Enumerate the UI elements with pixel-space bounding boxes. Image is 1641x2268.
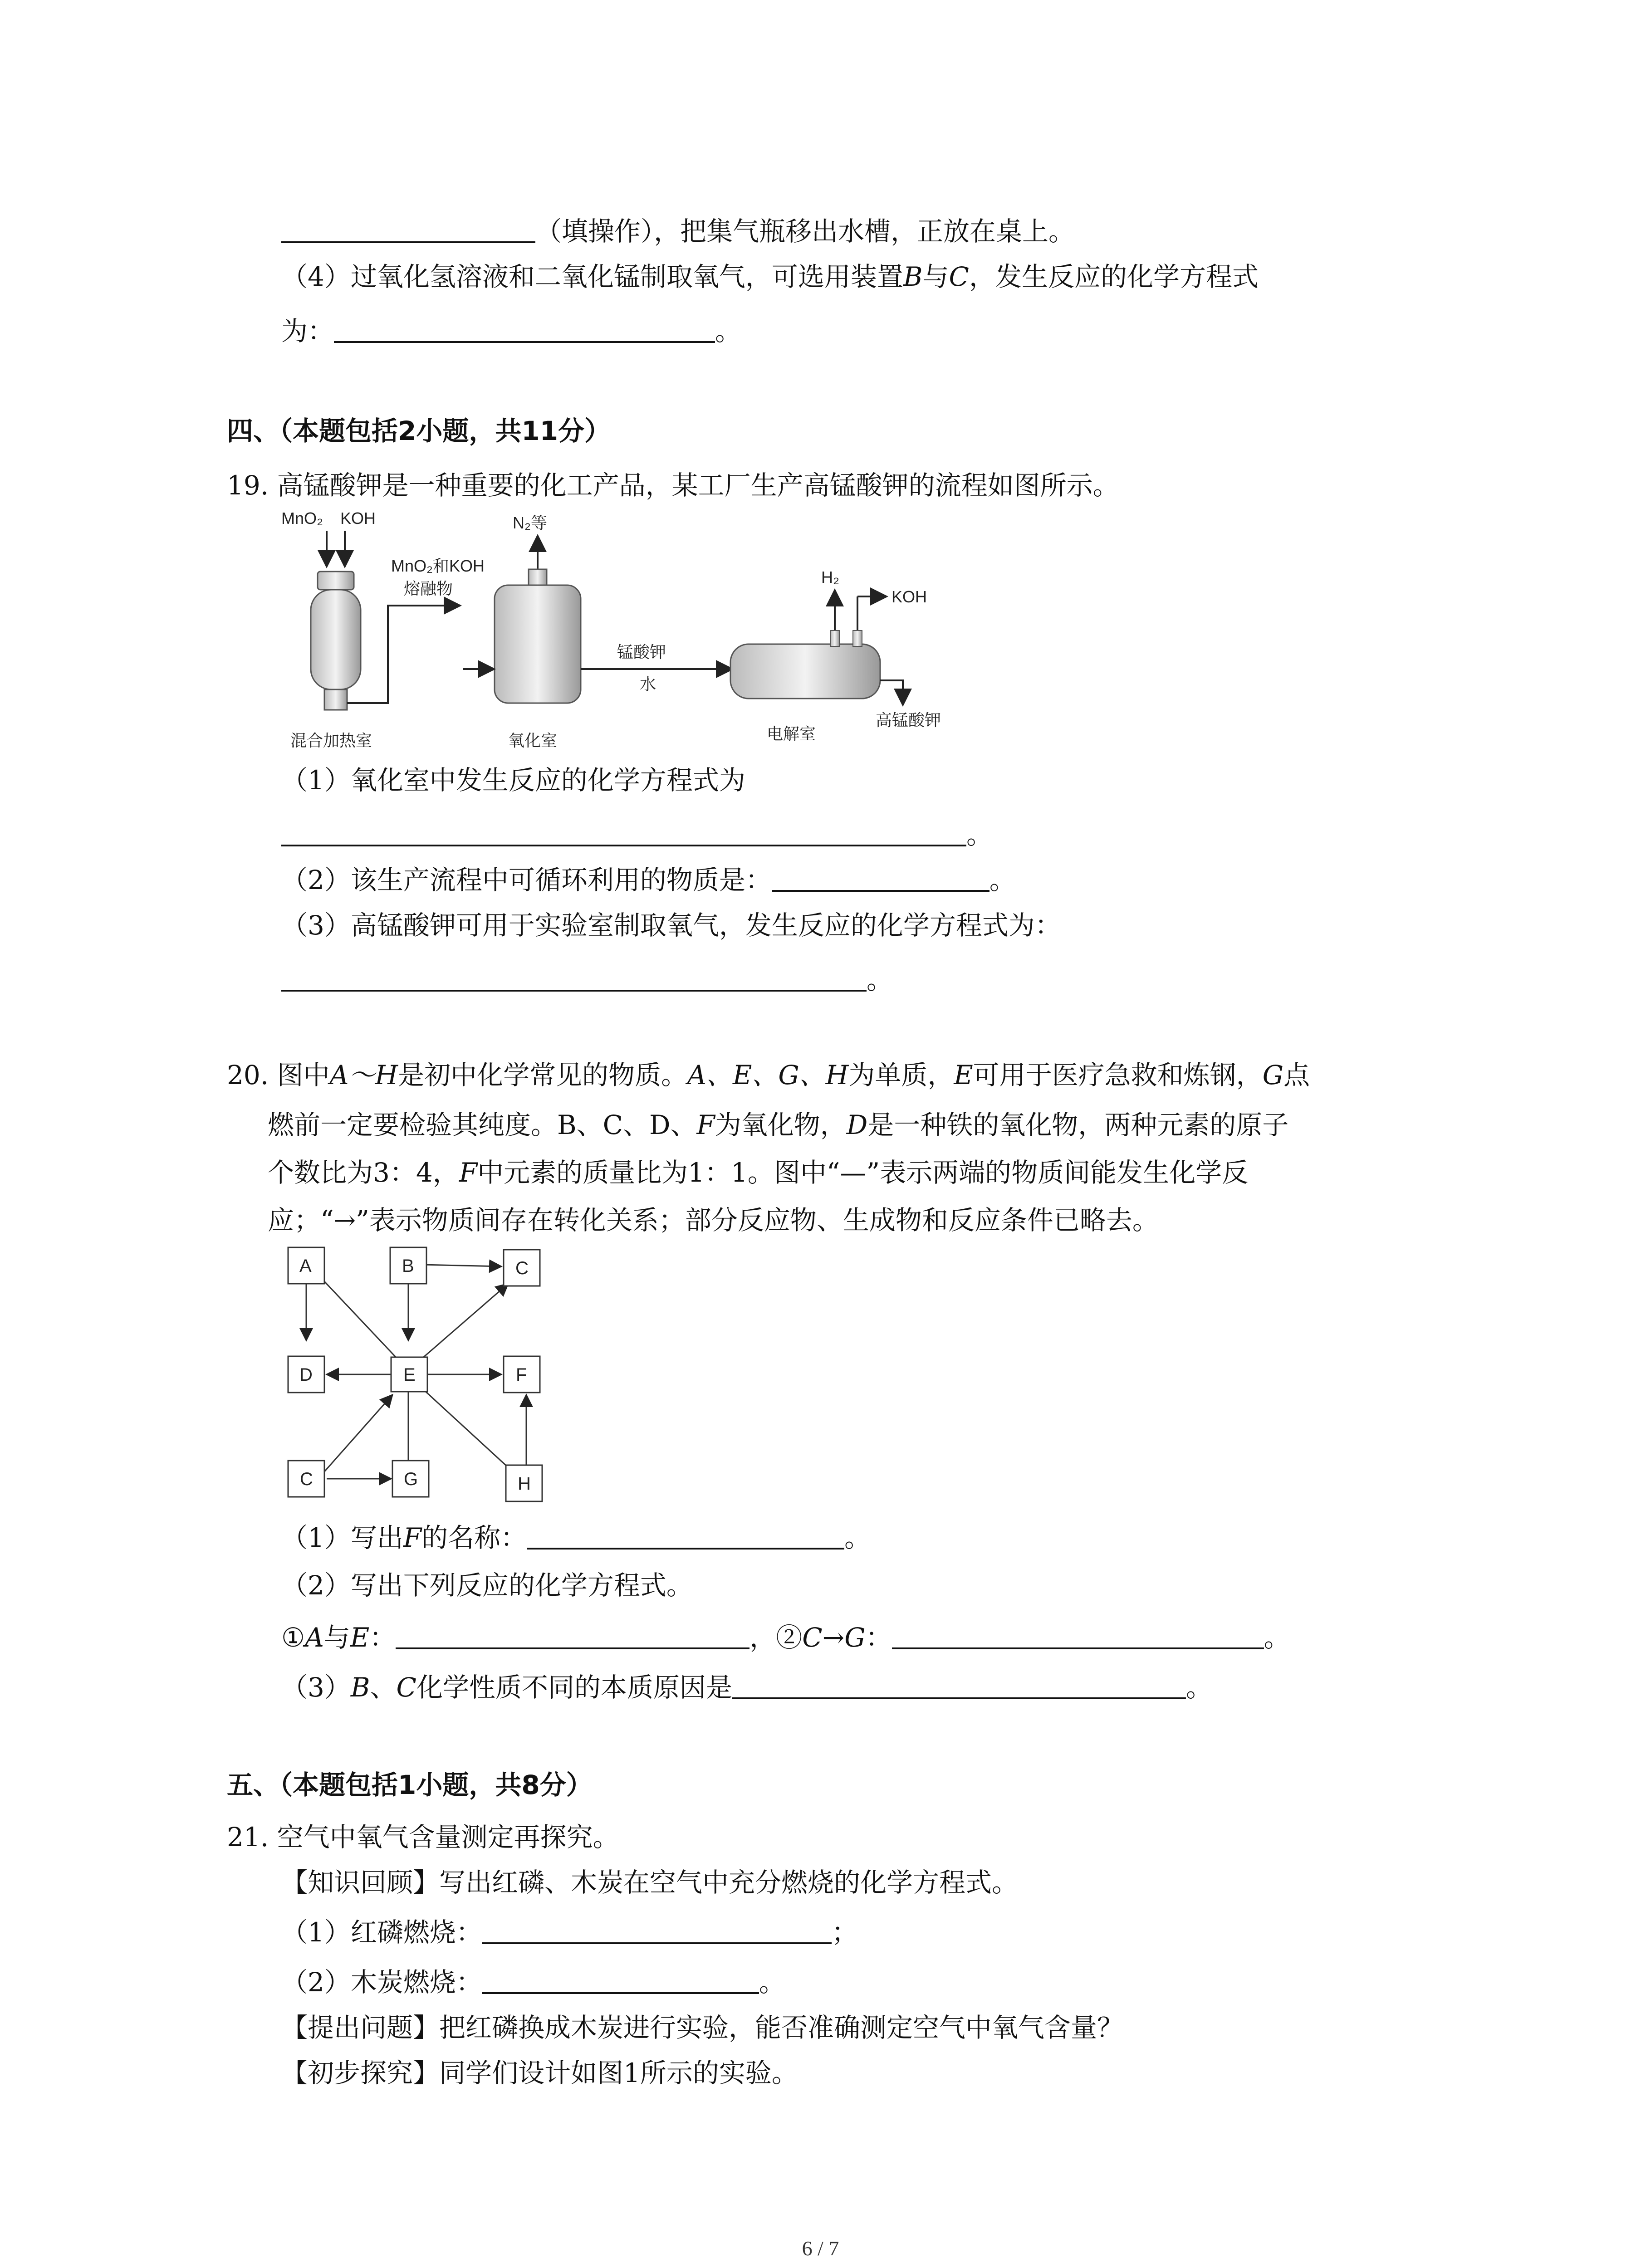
q19-part2: （2）该生产流程中可循环利用的物质是： 。 [281,862,1016,898]
node-c-top-label: C [515,1258,529,1278]
q21-r2: （2）木炭燃烧： 。 [281,1964,785,2000]
room3-label: 电解室 [767,724,816,743]
answer-blank[interactable] [482,1965,759,1994]
koh-label: KOH [340,509,376,528]
q20-part1: （1）写出F的名称： 。 [281,1520,871,1556]
q20-part3: （3）B、C化学性质不同的本质原因是 。 [281,1669,1212,1706]
electrolysis-room-icon [730,631,880,699]
answer-blank[interactable] [772,863,989,892]
h2-label: H₂ [821,568,839,587]
koh-out-label: KOH [892,587,927,606]
q21-review: 【知识回顾】写出红磷、木炭在空气中充分燃烧的化学方程式。 [281,1867,1019,1898]
mid-label-2: 水 [640,675,656,693]
answer-blank[interactable] [281,963,867,992]
room1-label: 混合加热室 [290,731,372,750]
mno2-label: MnO₂ [281,509,323,528]
q20-part2-items: ①A与E： ，②C→G： 。 [281,1619,1290,1656]
node-c-bottom-label: C [300,1469,313,1489]
answer-blank[interactable] [281,817,966,846]
node-b-label: B [402,1256,414,1276]
answer-blank[interactable] [281,214,535,243]
answer-blank[interactable] [334,314,715,343]
melt-label-1: MnO₂和KOH [391,557,485,575]
q21-r1: （1）红磷燃烧： ； [281,1914,858,1950]
mixing-heater-icon [311,572,361,710]
q19-flow-diagram [272,503,998,758]
q19-part1-answer: 。 [281,816,993,853]
node-a-label: A [299,1256,312,1276]
q19-part1: （1）氧化室中发生反应的化学方程式为 [281,765,745,796]
page-number: 6 / 7 [802,2237,839,2260]
melt-label-2: 熔融物 [404,579,453,598]
answer-blank[interactable] [482,1915,832,1944]
product-label: 高锰酸钾 [876,711,941,729]
q19-stem: 19. 高锰酸钾是一种重要的化工产品，某工厂生产高锰酸钾的流程如图所示。 [227,470,1119,501]
q18-part4-line1: （4）过氧化氢溶液和二氧化锰制取氧气，可选用装置B与C，发生反应的化学方程式 [281,261,1259,292]
q20-relation-diagram [272,1238,599,1520]
node-g-label: G [404,1469,418,1489]
q20-stem-line2: 燃前一定要检验其纯度。B、C、D、F为氧化物，D是一种铁的氧化物，两种元素的原子 [268,1110,1289,1140]
q19-part3: （3）高锰酸钾可用于实验室制取氧气，发生反应的化学方程式为： [281,910,1061,941]
oxidation-room-icon [495,569,581,703]
answer-blank[interactable] [732,1670,1186,1699]
n2-label: N₂等 [513,513,547,532]
answer-blank[interactable] [527,1520,844,1549]
q18-line-3: （填操作），把集气瓶移出水槽，正放在桌上。 [281,213,1075,249]
q20-stem-line4: 应；“→”表示物质间存在转化关系；部分反应物、生成物和反应条件已略去。 [268,1205,1159,1236]
section-5-title: 五、（本题包括1小题，共8分） [227,1769,593,1800]
room2-label: 氧化室 [508,731,558,750]
node-d-label: D [299,1365,313,1385]
q20-stem-line1: 20. 图中A～H是初中化学常见的物质。A、E、G、H为单质，E可用于医疗急救和炼钢，G点 [227,1060,1310,1090]
answer-blank[interactable] [396,1620,749,1649]
q21-question: 【提出问题】把红磷换成木炭进行实验，能否准确测定空气中氧气含量？ [281,2012,1124,2043]
q20-part2: （2）写出下列反应的化学方程式。 [281,1570,693,1601]
section-4-title: 四、（本题包括2小题，共11分） [227,415,611,446]
mid-label-1: 锰酸钾 [617,643,666,661]
answer-blank[interactable] [892,1620,1264,1649]
q20-stem-line3: 个数比为3：4，F中元素的质量比为1：1。图中“—”表示两端的物质间能发生化学反 [268,1157,1249,1188]
q21-explore: 【初步探究】同学们设计如图1所示的实验。 [281,2058,798,2088]
node-h-label: H [518,1474,531,1494]
node-f-label: F [516,1365,527,1385]
q19-part3-answer: 。 [281,962,893,998]
q18-part4-line2: 为： 。 [281,313,741,349]
q21-stem: 21. 空气中氧气含量测定再探究。 [227,1822,619,1853]
node-e-label: E [403,1365,416,1385]
